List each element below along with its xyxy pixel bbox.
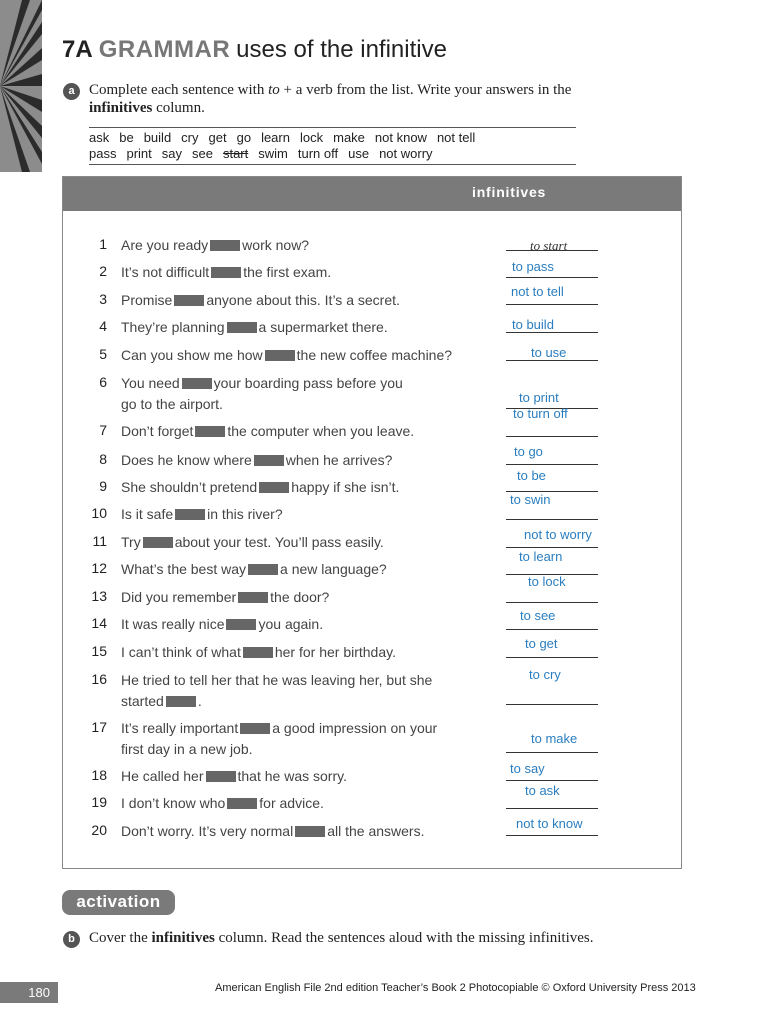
sentence-number: 13 [91,588,107,604]
sentence-text: Are you ready work now? [121,237,310,253]
sentence-text: It’s really important a good impression on your first day in a new job. [121,720,438,757]
section-label: GRAMMAR [98,36,231,63]
word-list-row-2 [89,146,443,161]
sentence-text: You need your boarding pass before you go to the airport. [121,375,403,412]
sentence-text: Can you show me how the new coffee machine? [121,347,453,363]
answer-line [506,752,598,753]
word-list-item: get [208,130,227,145]
page-number: 180 [0,982,58,1003]
handwritten-answer: to see [520,608,556,623]
sentence-number: 4 [99,318,107,334]
word-list-item: pass [89,146,117,161]
word-list-item: see [192,146,213,161]
sentence-number: 7 [99,422,107,438]
sentence-number: 1 [99,236,107,252]
handwritten-answer: to make [531,731,578,746]
answer-line [506,657,598,658]
answer-line [506,704,598,705]
answer-line [506,629,598,630]
sentence-text: He tried to tell her that he was leaving her, but she started . [121,672,433,709]
page-title [62,36,447,64]
answer-line [506,464,598,465]
answer-line [506,547,598,548]
gap-blank [243,647,273,658]
gap-blank [254,455,284,466]
answer-line [506,780,598,781]
unit-number: 7A [62,36,93,63]
sentence-text: It was really nice you again. [121,616,324,632]
word-list-item: say [161,146,182,161]
gap-blank [227,322,257,333]
word-list-item: use [348,146,370,161]
gap-blank [240,723,270,734]
sentence-number: 9 [99,478,107,494]
sentence-text: Try about your test. You’ll pass easily. [121,534,384,550]
word-list-row-1 [89,130,485,145]
handwritten-answer: not to know [516,816,583,831]
sentence-text: Does he know where when he arrives? [121,452,393,468]
gap-blank [226,619,256,630]
sentence-number: 8 [99,451,107,467]
sentence-number: 3 [99,291,107,307]
sentence-number: 15 [91,643,107,659]
gap-blank [210,240,240,251]
sentence-text: She shouldn’t pretend happy if she isn’t. [121,479,400,495]
sentence-number: 11 [92,533,107,549]
exercise-a-instruction: Complete each sentence with to + a verb from the list. Write your answers in the infinitives column. [89,82,572,116]
word-list-item: be [119,130,134,145]
sentence-number: 20 [91,822,107,838]
handwritten-answer: to turn off [513,406,568,421]
exercise-b-badge: b [63,931,80,948]
sentence-text: Is it safe in this river? [121,506,283,522]
answer-line [506,808,598,809]
sentence-number: 18 [91,767,107,783]
answer-line [506,332,598,333]
sentence-text: Did you remember the door? [121,589,330,605]
word-list-item: not worry [379,146,433,161]
word-list-item: turn off [297,146,339,161]
example-answer: to start [530,238,568,253]
sentence-text: He called her that he was sorry. [121,768,347,784]
answer-line [506,304,598,305]
handwritten-answer: to be [517,468,546,483]
gap-blank [206,771,236,782]
gap-blank [143,537,173,548]
sentence-text: They’re planning a supermarket there. [121,319,388,335]
handwritten-answer: not to tell [511,284,564,299]
answer-line [506,436,598,437]
handwritten-answer: to go [514,444,543,459]
table-header-bar [63,177,681,211]
gap-blank [238,592,268,603]
sentence-text: I can’t think of what her for her birthday. [121,644,396,660]
sentence-number: 2 [99,263,107,279]
handwritten-answer: to say [510,761,545,776]
word-list-item: not know [374,130,427,145]
sentence-text: Don’t forget the computer when you leave. [121,423,415,439]
sentence-number: 19 [91,794,107,810]
sentence-text: I don’t know who for advice. [121,795,324,811]
word-list-item: print [126,146,152,161]
word-list-item: swim [258,146,288,161]
word-list-item: learn [261,130,290,145]
word-list-bottom-rule [89,164,576,165]
handwritten-answer: to use [531,345,567,360]
gap-blank [211,267,241,278]
gap-blank [195,426,225,437]
gap-blank [182,378,212,389]
sentence-text: Don’t worry. It’s very normal all the answers. [121,823,425,839]
footer-book-title: American English File 2nd edition Teacher’s Book 2 [215,982,466,994]
gap-blank [248,564,278,575]
sentence-number: 14 [91,615,107,631]
sentence-text: What’s the best way a new language? [121,561,387,577]
gap-blank [227,798,257,809]
handwritten-answer: to lock [528,574,566,589]
footer-credit [215,982,696,994]
gap-blank [166,696,196,707]
word-list-item: build [143,130,172,145]
word-list-item: lock [299,130,324,145]
gap-blank [174,295,204,306]
sentence-number: 17 [91,719,107,735]
word-list-item: not tell [436,130,476,145]
sentence-text: It’s not difficult the first exam. [121,264,332,280]
exercise-a-badge: a [63,83,80,100]
word-list-item: start [222,146,249,161]
infinitives-column-header: infinitives [472,184,547,200]
word-list-item: go [236,130,252,145]
sentence-number: 6 [99,374,107,390]
word-list-item: ask [89,130,110,145]
sentence-number: 12 [91,560,107,576]
handwritten-answer: to pass [512,259,554,274]
handwritten-answer: to learn [519,549,563,564]
word-list-item: make [333,130,365,145]
handwritten-answer: to cry [529,667,561,682]
handwritten-answer: not to worry [524,527,592,542]
word-list-top-rule [89,127,576,128]
answer-line [506,835,598,836]
handwritten-answer: to print [519,390,559,405]
sentence-number: 16 [91,671,107,687]
gap-blank [175,509,205,520]
answer-line [506,519,598,520]
handwritten-answer: to get [525,636,558,651]
gap-blank [265,350,295,361]
handwritten-answer: to swin [510,492,551,507]
topic-label: uses of the infinitive [236,36,447,63]
corner-rays-decoration [0,0,42,172]
sentence-number: 10 [91,505,107,521]
word-list-item: cry [181,130,199,145]
exercise-b-instruction: Cover the infinitives column. Read the sentences aloud with the missing infinitives. [89,930,594,946]
gap-blank [295,826,325,837]
answer-line [506,602,598,603]
footer-copyright: Photocopiable © Oxford University Press 2013 [465,982,696,994]
handwritten-answer: to ask [525,783,560,798]
answer-line [506,360,598,361]
sentence-number: 5 [99,346,107,362]
gap-blank [259,482,289,493]
answer-line [506,277,598,278]
sentence-text: Promise anyone about this. It’s a secret. [121,292,400,308]
activation-label: activation [62,890,175,915]
handwritten-answer: to build [512,317,554,332]
